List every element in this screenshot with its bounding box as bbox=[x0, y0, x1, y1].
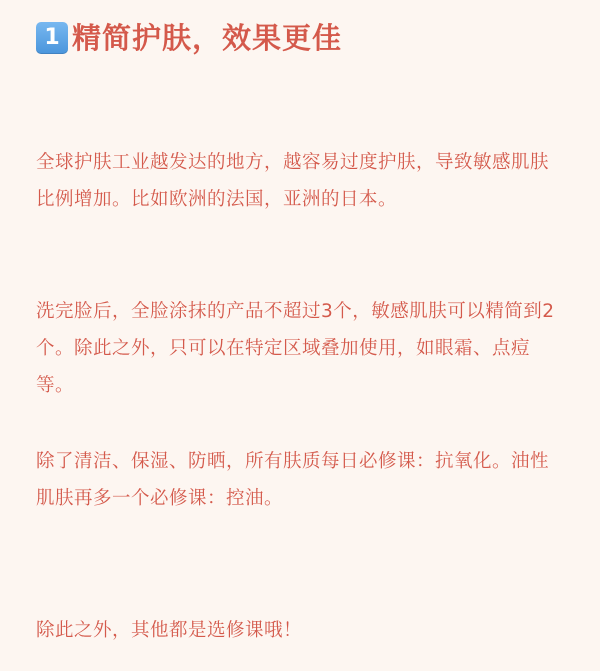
paragraph-required-steps: 除了清洁、保湿、防晒，所有肤质每日必修课：抗氧化。油性肌肤再多一个必修课：控油。 bbox=[36, 451, 550, 509]
section-heading bbox=[36, 18, 342, 58]
paragraph-product-count: 洗完脸后，全脸涂抹的产品不超过3个，敏感肌肤可以精简到2个。除此之外，只可以在特定区域叠加使用，如眼霜、点痘等。 bbox=[36, 301, 555, 396]
paragraph-overcare-regions: 全球护肤工业越发达的地方，越容易过度护肤，导致敏感肌肤比例增加。比如欧洲的法国，亚洲的日本。 bbox=[36, 152, 550, 210]
keycap-number-one-icon: 1 bbox=[36, 22, 68, 54]
section-title: 精简护肤，效果更佳 bbox=[72, 21, 343, 55]
paragraph-optional-steps: 除此之外，其他都是选修课哦！ bbox=[36, 620, 303, 641]
